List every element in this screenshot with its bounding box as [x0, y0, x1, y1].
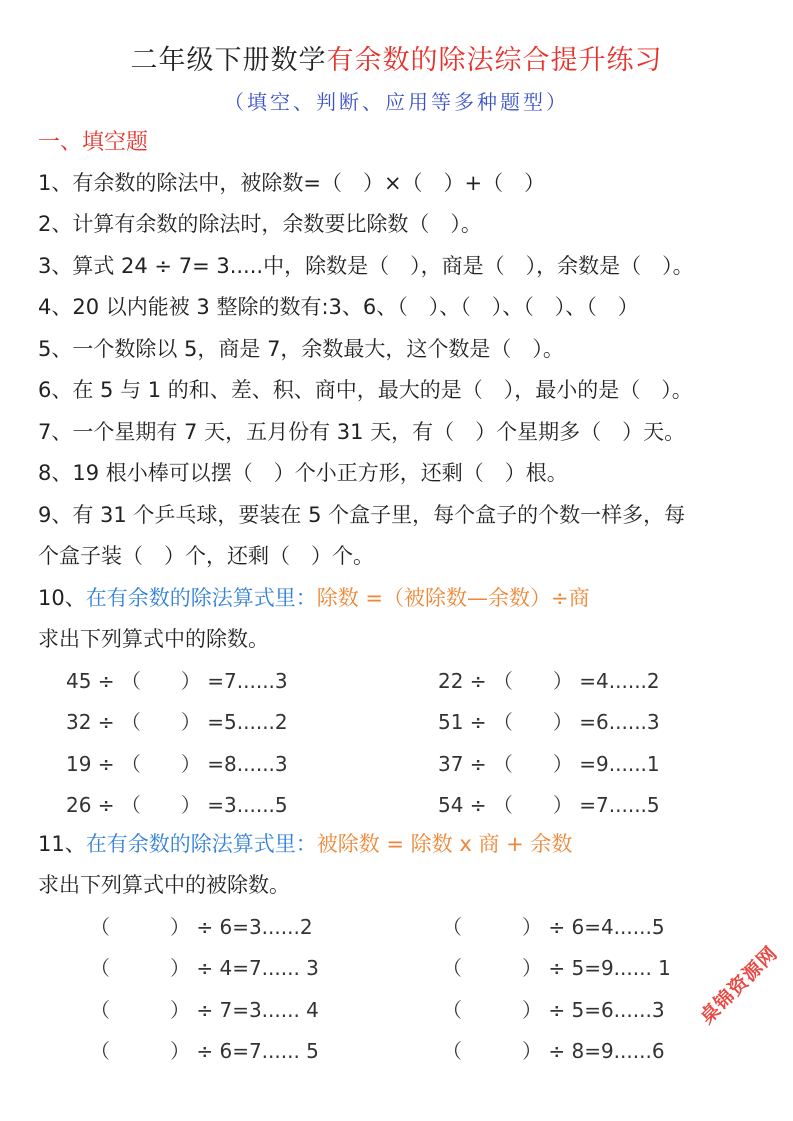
question-2: 2、计算有余数的除法时，余数要比除数（ ）。 — [38, 212, 482, 236]
q11-number: 11、 — [38, 832, 86, 856]
title-prefix: 二年级下册数学 — [130, 45, 327, 76]
question-9-line1: 9、有 31 个乒乓球，要装在 5 个盒子里，每个盒子的个数一样多，每 — [38, 503, 686, 527]
q11-equation-left-4: （ ） ÷ 6=7...... 5 — [90, 1039, 319, 1063]
title-highlight: 有余数的除法综合提升练习 — [326, 45, 663, 76]
question-9-line2: 个盒子装（ ）个，还剩（ ）个。 — [38, 544, 374, 568]
q11-rule-label: 在有余数的除法算式里： — [85, 832, 317, 856]
question-10-instruction: 求出下列算式中的除数。 — [38, 627, 269, 651]
q10-equation-left-4: 26 ÷ （ ） =3......5 — [66, 793, 288, 817]
question-3: 3、算式 24 ÷ 7= 3.....中，除数是（ ），商是（ ），余数是（ ）。 — [38, 254, 694, 278]
page-title — [0, 38, 793, 77]
question-11-instruction: 求出下列算式中的被除数。 — [38, 873, 290, 897]
q10-equation-left-3: 19 ÷ （ ） =8......3 — [66, 752, 288, 776]
watermark-stamp: 桌锦资源网 — [695, 942, 783, 1029]
q11-equation-right-1: （ ） ÷ 6=4......5 — [442, 915, 665, 939]
question-10-rule — [38, 583, 590, 613]
q10-equation-right-1: 22 ÷ （ ） =4......2 — [438, 669, 660, 693]
section-heading-fill-blank: 一、填空题 — [38, 130, 149, 155]
q10-rule-formula: 除数 =（被除数—余数）÷商 — [316, 586, 590, 610]
question-7: 7、一个星期有 7 天，五月份有 31 天，有（ ）个星期多（ ）天。 — [38, 420, 686, 444]
question-6: 6、在 5 与 1 的和、差、积、商中，最大的是（ ），最小的是（ ）。 — [38, 378, 693, 402]
q11-equation-left-2: （ ） ÷ 4=7...... 3 — [90, 956, 319, 980]
question-5: 5、一个数除以 5，商是 7，余数最大，这个数是（ ）。 — [38, 337, 564, 361]
question-1: 1、有余数的除法中，被除数=（ ）×（ ）+（ ） — [38, 171, 546, 195]
q11-equation-left-1: （ ） ÷ 6=3......2 — [90, 915, 313, 939]
q11-rule-formula: 被除数 = 除数 x 商 + 余数 — [316, 832, 573, 856]
question-8: 8、19 根小棒可以摆（ ）个小正方形，还剩（ ）根。 — [38, 461, 568, 485]
q10-rule-label: 在有余数的除法算式里： — [85, 586, 317, 610]
q11-equation-right-4: （ ） ÷ 8=9......6 — [442, 1039, 665, 1063]
page-subtitle: （填空、判断、应用等多种题型） — [224, 90, 569, 114]
question-4: 4、20 以内能被 3 整除的数有:3、6、（ ）、（ ）、（ ）、（ ） — [38, 295, 639, 319]
q11-equation-right-2: （ ） ÷ 5=9...... 1 — [442, 956, 671, 980]
q10-equation-left-2: 32 ÷ （ ） =5......2 — [66, 710, 288, 734]
q10-equation-right-2: 51 ÷ （ ） =6......3 — [438, 710, 660, 734]
q11-equation-right-3: （ ） ÷ 5=6......3 — [442, 998, 665, 1022]
q10-equation-right-4: 54 ÷ （ ） =7......5 — [438, 793, 660, 817]
question-11-rule — [38, 829, 572, 859]
q10-equation-left-1: 45 ÷ （ ） =7......3 — [66, 669, 288, 693]
q10-number: 10、 — [38, 586, 86, 610]
q11-equation-left-3: （ ） ÷ 7=3...... 4 — [90, 998, 319, 1022]
q10-equation-right-3: 37 ÷ （ ） =9......1 — [438, 752, 660, 776]
